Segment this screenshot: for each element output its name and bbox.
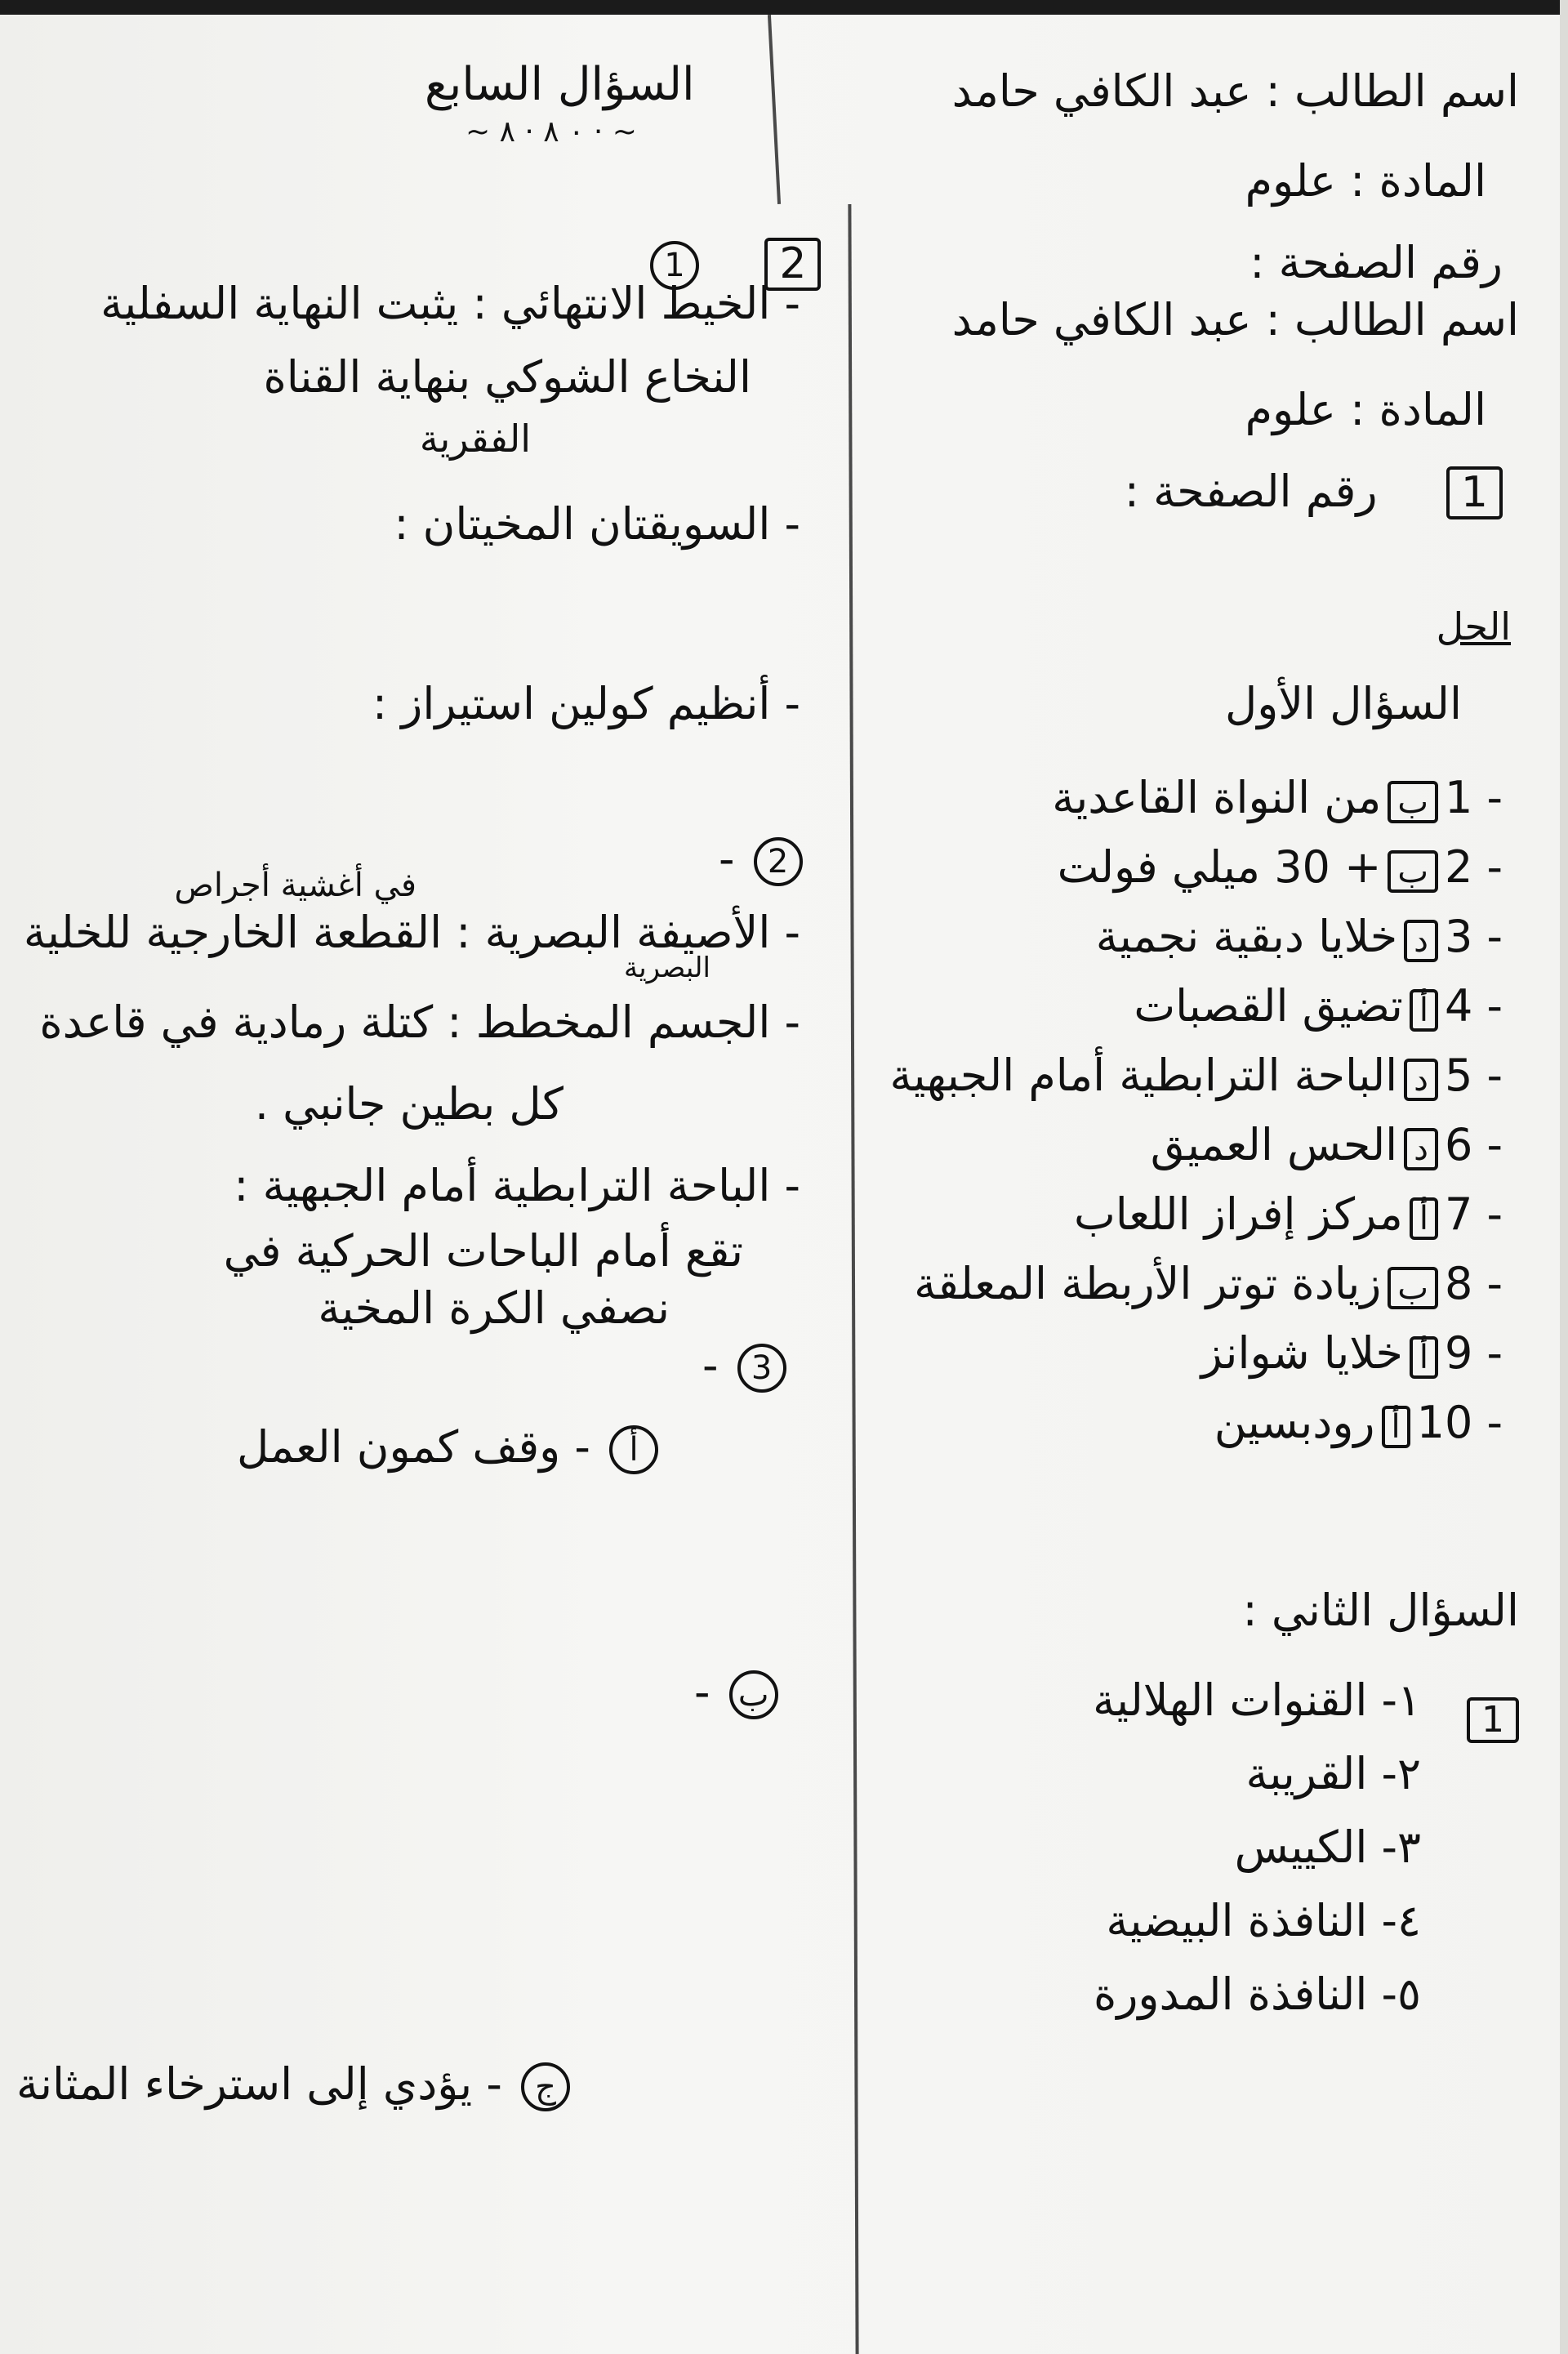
subject-2: المادة : علوم — [1245, 384, 1486, 435]
page-number-box-1: 1 — [1446, 466, 1503, 519]
q1-item-text: رودبسين — [1214, 1397, 1375, 1448]
q1-item-choice: د — [1404, 1128, 1438, 1170]
sub-a-row — [237, 1421, 663, 1474]
q2-item: ٢- القريبة — [1245, 1748, 1421, 1799]
part-2-marker-row: - 2 — [719, 833, 808, 886]
answer-line-6-note: في أغشية أجراص — [174, 867, 416, 904]
q1-item-number: 10 - — [1416, 1397, 1503, 1448]
q1-item — [914, 1258, 1503, 1311]
sub-c-circle: ج — [521, 2062, 570, 2111]
part-3-marker-row: - 3 — [702, 1340, 791, 1393]
q1-item-choice: أ — [1410, 1197, 1438, 1240]
q1-item-number: 3 - — [1444, 911, 1503, 962]
answer-line-4: - السويقتان المخيتان : — [394, 498, 800, 550]
q1-item-choice: أ — [1410, 1336, 1438, 1379]
q1-item-text: تضيق القصبات — [1134, 980, 1403, 1032]
q1-item — [1052, 772, 1503, 825]
q1-item — [1214, 1397, 1503, 1450]
sub-c-row — [16, 2058, 575, 2111]
q1-title: السؤال الأول — [1224, 678, 1462, 729]
q1-item-text: خلايا شوانز — [1200, 1327, 1403, 1379]
q2-number-box: 1 — [1467, 1697, 1519, 1743]
q2-item: ٤- النافذة البيضية — [1106, 1895, 1421, 1946]
q1-item-text: زيادة توتر الأربطة المعلقة — [914, 1258, 1382, 1309]
right-edge — [1560, 0, 1568, 2354]
answer-line-10: تقع أمام الباحات الحركية في — [223, 1225, 743, 1277]
right-column — [866, 0, 1535, 2354]
q1-item-text: من النواة القاعدية — [1052, 772, 1382, 823]
q2-item: ٥- النافذة المدورة — [1094, 1968, 1421, 2020]
answer-line-6: - الأصيفة البصرية : القطعة الخارجية للخلية — [23, 907, 800, 958]
answer-line-5: - أنظيم كولين استيراز : — [372, 678, 800, 729]
q1-item-choice: ب — [1388, 781, 1438, 823]
q1-item-text: خلايا دبقية نجمية — [1095, 911, 1398, 962]
q1-item-text: مركز إفراز اللعاب — [1073, 1188, 1403, 1240]
q1-item — [889, 1050, 1503, 1103]
answer-line-9: - الباحة الترابطية أمام الجبهية : — [234, 1160, 800, 1211]
sub-b-text: - — [694, 1666, 710, 1718]
q1-item-choice: د — [1404, 1059, 1438, 1101]
part-3-circle: 3 — [737, 1344, 786, 1393]
q1-item — [1074, 1188, 1503, 1242]
page-no-row — [1125, 466, 1503, 519]
subject-1: المادة : علوم — [1245, 155, 1486, 207]
answer-line-3: الفقرية — [419, 417, 531, 461]
sub-c-text: - يؤدي إلى استرخاء المثانة — [16, 2058, 502, 2110]
q1-item — [1058, 841, 1503, 894]
q1-item-number: 4 - — [1444, 980, 1503, 1032]
solution-label: الحل — [1436, 604, 1511, 649]
q2-item: ٣- الكييس — [1234, 1821, 1421, 1873]
q1-item-text: + 30 ميلي فولت — [1057, 841, 1382, 893]
page-no-1: رقم الصفحة : — [1250, 237, 1503, 288]
header-question-title: السؤال السابع — [425, 58, 695, 111]
part-1-circle: 1 — [650, 241, 699, 290]
q1-item — [1096, 911, 1503, 964]
answer-line-7: - الجسم المخطط : كتلة رمادية في قاعدة — [39, 996, 800, 1048]
q1-item — [1201, 1327, 1503, 1380]
answer-line-11: نصفي الكرة المخية — [318, 1282, 670, 1334]
q1-item-number: 6 - — [1444, 1119, 1503, 1170]
page-number-box-2: 2 — [764, 238, 821, 291]
answer-line-8: كل بطين جانبي . — [254, 1078, 564, 1130]
q1-item-text: الحس العميق — [1150, 1119, 1398, 1170]
sub-a-text: - وقف كمون العمل — [237, 1421, 590, 1473]
q1-item-choice: أ — [1382, 1406, 1410, 1448]
q2-item: ١- القنوات الهلالية — [1093, 1674, 1421, 1726]
q1-item-choice: ب — [1388, 850, 1438, 893]
q1-item — [1151, 1119, 1503, 1172]
answer-line-2: النخاع الشوكي بنهاية القناة — [263, 351, 751, 403]
page-no-label: رقم الصفحة : — [1124, 466, 1378, 517]
q1-item-number: 5 - — [1444, 1050, 1503, 1101]
sub-b-row — [694, 1666, 783, 1719]
answer-line-6-sub: البصرية — [623, 952, 710, 984]
part-2-circle: 2 — [754, 837, 803, 886]
answer-line-1: - الخيط الانتهائي : يثبت النهاية السفلية — [100, 278, 800, 329]
q1-item-text: الباحة الترابطية أمام الجبهية — [889, 1050, 1398, 1101]
student-name-1: اسم الطالب : عبد الكافي حامد — [951, 65, 1519, 117]
student-name-2: اسم الطالب : عبد الكافي حامد — [951, 294, 1519, 346]
column-divider-line — [848, 204, 858, 2354]
q1-item-choice: أ — [1410, 989, 1438, 1032]
q1-item-number: 1 - — [1444, 772, 1503, 823]
q1-item — [1134, 980, 1503, 1033]
q1-item-number: 9 - — [1444, 1327, 1503, 1379]
q2-title: السؤال الثاني : — [1242, 1585, 1519, 1636]
q2-box — [1467, 1691, 1519, 1744]
sub-b-circle: ب — [729, 1670, 778, 1719]
q1-item-choice: د — [1404, 920, 1438, 962]
q1-item-choice: ب — [1388, 1267, 1438, 1309]
q1-item-number: 7 - — [1444, 1188, 1503, 1240]
q1-item-number: 8 - — [1444, 1258, 1503, 1309]
sub-a-circle: أ — [609, 1425, 658, 1474]
header-question-subtitle: ~ ٠ ٨ · ٨ · ~ — [466, 115, 637, 149]
q1-item-number: 2 - — [1444, 841, 1503, 893]
